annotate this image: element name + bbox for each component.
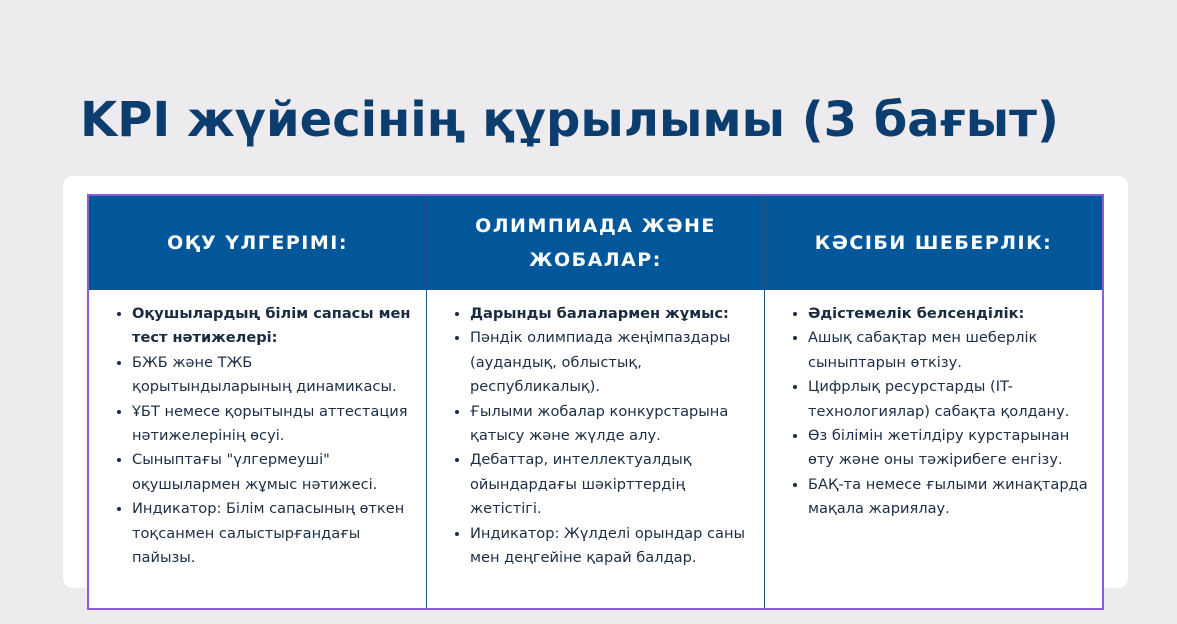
column-header: ОҚУ ҮЛГЕРІМІ:	[89, 196, 426, 290]
list-item: • ҰБТ немесе қорытынды аттестация нәтижелерінің өсуі.	[132, 400, 412, 449]
list-item: • Пәндік олимпиада жеңімпаздары (аудандық, облыстық, республикалық).	[470, 326, 750, 399]
column-header: ОЛИМПИАДА ЖӘНЕ ЖОБАЛАР:	[427, 196, 764, 290]
list-item-heading: • Оқушылардың білім сапасы мен тест нәтижелері:	[132, 302, 412, 351]
column-body	[765, 290, 1102, 608]
column-professional	[765, 196, 1102, 608]
list-item: • Ғылыми жобалар конкурстарына қатысу және жүлде алу.	[470, 400, 750, 449]
list-item: • БАҚ-та немесе ғылыми жинақтарда мақала жариялау.	[808, 473, 1088, 522]
list-item: • Сыныптағы "үлгермеуші" оқушылармен жұмыс нәтижесі.	[132, 448, 412, 497]
kpi-table	[87, 194, 1104, 610]
list-item: • Цифрлық ресурстарды (IT-технологиялар) сабақта қолдану.	[808, 375, 1088, 424]
list-item: • Дебаттар, интеллектуалдық ойындардағы шәкірттердің жетістігі.	[470, 448, 750, 521]
list-item: • БЖБ және ТЖБ қорытындыларының динамикасы.	[132, 351, 412, 400]
list-item-heading: • Дарынды балалармен жұмыс:	[470, 302, 750, 326]
column-header: КӘСІБИ ШЕБЕРЛІК:	[765, 196, 1102, 290]
list-item: • Өз білімін жетілдіру курстарынан өту және оны тәжірибеге енгізу.	[808, 424, 1088, 473]
list-item-heading: • Әдістемелік белсенділік:	[808, 302, 1088, 326]
list-item: • Индикатор: Білім сапасының өткен тоқсанмен салыстырғандағы пайызы.	[132, 497, 412, 570]
list-item: • Индикатор: Жүлделі орындар саны мен деңгейіне қарай балдар.	[470, 522, 750, 571]
column-body	[89, 290, 426, 608]
slide-title: KPI жүйесінің құрылымы (3 бағыт)	[80, 92, 1059, 148]
bullet-list	[453, 302, 750, 570]
column-olympiad	[427, 196, 765, 608]
column-academic	[89, 196, 427, 608]
bullet-list	[115, 302, 412, 570]
list-item: • Ашық сабақтар мен шеберлік сыныптарын өткізу.	[808, 326, 1088, 375]
column-body	[427, 290, 764, 608]
bullet-list	[791, 302, 1088, 522]
